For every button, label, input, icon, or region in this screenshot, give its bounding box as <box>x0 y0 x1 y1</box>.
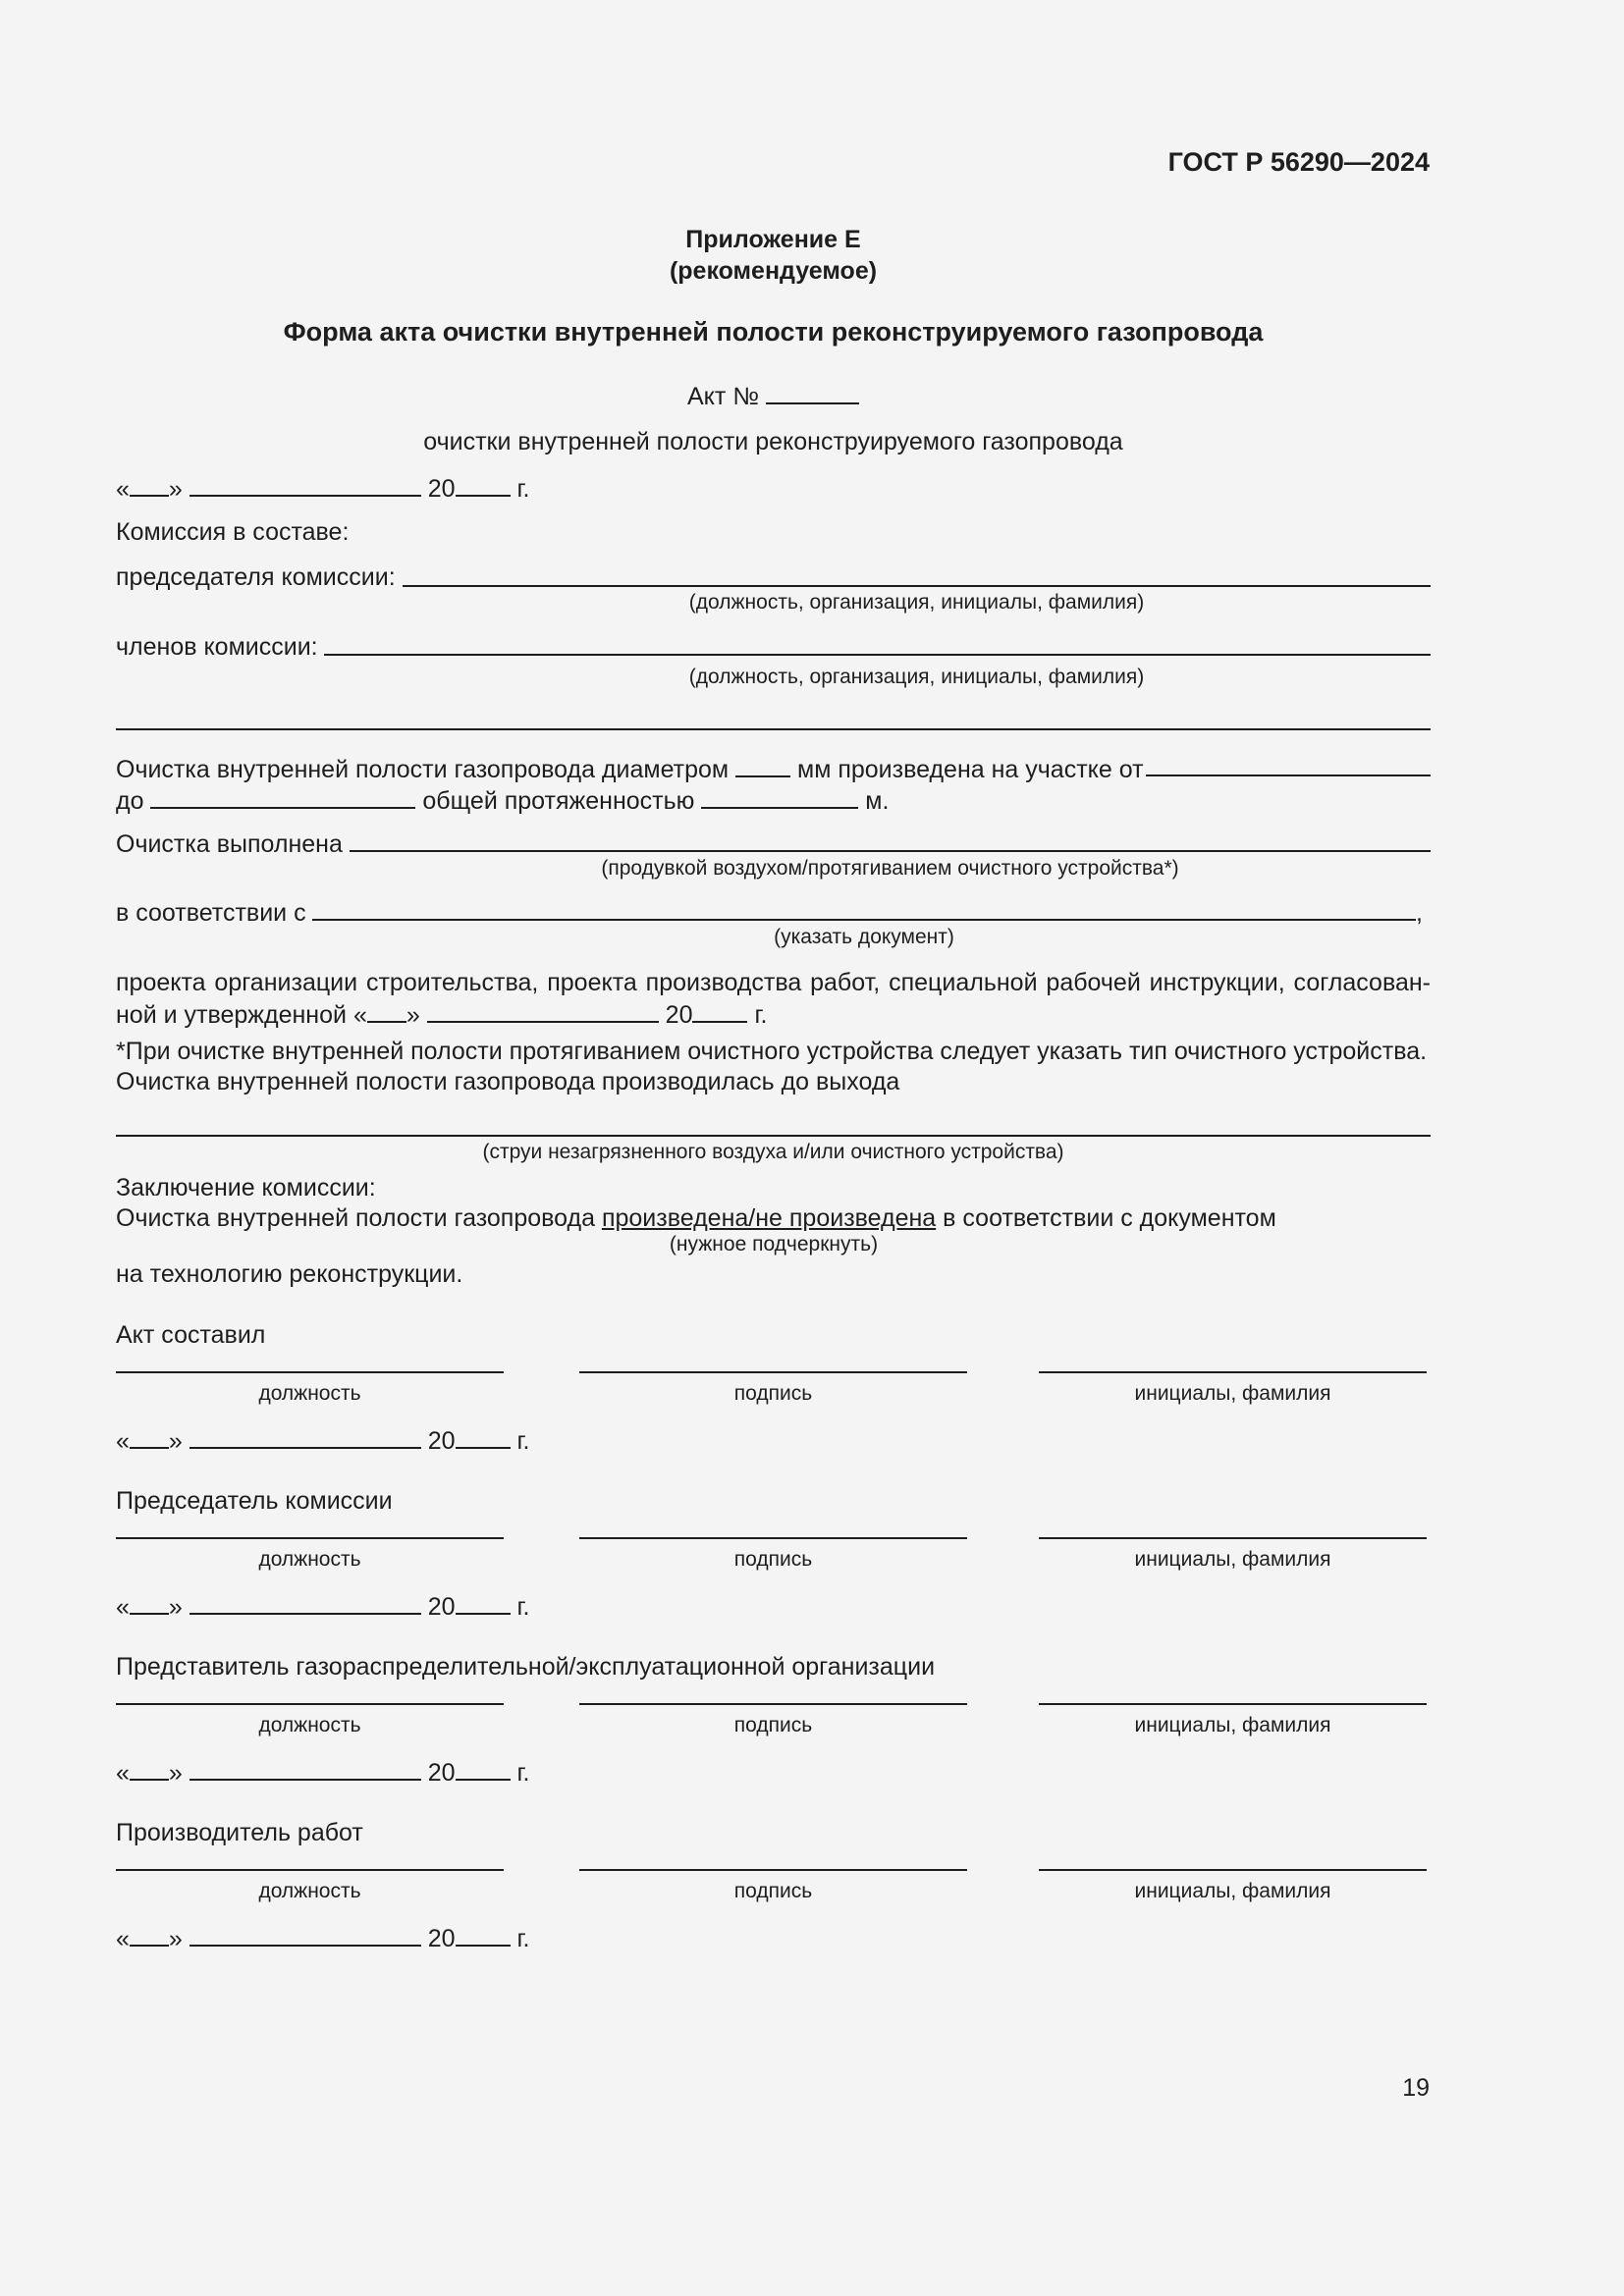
section-from-field[interactable] <box>1146 774 1431 776</box>
chairman-label: председателя комиссии: <box>116 563 396 591</box>
commission-heading: Комиссия в составе: <box>116 518 350 546</box>
conclusion-caption: (нужное подчеркнуть) <box>669 1233 879 1255</box>
date-open-quote: « <box>352 1001 367 1029</box>
date-day-field[interactable] <box>130 1425 169 1449</box>
until-caption: (струи незагрязненного воздуха и/или очистного устройства) <box>482 1141 1064 1163</box>
signature-field[interactable] <box>579 1537 967 1539</box>
date-open-quote: « <box>116 475 130 503</box>
project-line-2 <box>116 999 767 1030</box>
name-caption: инициалы, фамилия <box>1134 1714 1331 1736</box>
signature-role: Производитель работ <box>116 1819 363 1846</box>
date-year-prefix: 20 <box>427 1759 456 1787</box>
date-close-quote: » <box>168 1593 183 1621</box>
position-caption: должность <box>258 1382 361 1405</box>
position-field[interactable] <box>116 1703 504 1705</box>
date-day-field[interactable] <box>367 999 406 1023</box>
date-open-quote: « <box>116 1925 130 1952</box>
date-year-suffix: г. <box>516 475 530 503</box>
standard-number: ГОСТ Р 56290—2024 <box>1167 147 1430 177</box>
position-field[interactable] <box>116 1869 504 1871</box>
date-year-prefix: 20 <box>665 1001 693 1029</box>
approved-label: ной и утвержденной <box>116 1001 347 1029</box>
conclusion-heading: Заключение комиссии: <box>116 1174 376 1201</box>
name-caption: инициалы, фамилия <box>1134 1880 1331 1902</box>
name-field[interactable] <box>1039 1869 1427 1871</box>
appendix-title: Приложение Е <box>685 226 861 253</box>
members-field-extra[interactable] <box>116 728 1431 730</box>
conclusion-choice: произведена/не произведена <box>601 1204 937 1232</box>
signature-date <box>116 1425 530 1456</box>
position-field[interactable] <box>116 1371 504 1373</box>
date-month-field[interactable] <box>189 1591 421 1615</box>
cleaning-line-1 <box>116 754 1144 784</box>
members-caption: (должность, организация, инициалы, фамилия) <box>688 666 1145 688</box>
act-date <box>116 473 530 504</box>
date-close-quote: » <box>406 1001 420 1029</box>
date-year-field[interactable] <box>456 1425 511 1449</box>
length-label: общей протяженностью <box>422 787 695 815</box>
name-caption: инициалы, фамилия <box>1134 1548 1331 1571</box>
date-year-suffix: г. <box>516 1427 530 1455</box>
members-field[interactable] <box>324 654 1431 656</box>
diameter-field[interactable] <box>735 754 790 777</box>
date-month-field[interactable] <box>189 1757 421 1781</box>
date-close-quote: » <box>168 1427 183 1455</box>
date-year-suffix: г. <box>516 1593 530 1621</box>
form-title: Форма акта очистки внутренней полости реконструируемого газопровода <box>283 317 1264 347</box>
date-day-field[interactable] <box>130 1757 169 1781</box>
position-caption: должность <box>258 1714 361 1736</box>
until-label: Очистка внутренней полости газопровода производилась до выхода <box>116 1068 900 1095</box>
date-year-prefix: 20 <box>427 1427 456 1455</box>
position-caption: должность <box>258 1548 361 1571</box>
date-year-suffix: г. <box>516 1759 530 1787</box>
performed-label: Очистка выполнена <box>116 830 343 858</box>
signature-role: Председатель комиссии <box>116 1487 393 1515</box>
date-month-field[interactable] <box>427 999 659 1023</box>
performed-caption: (продувкой воздухом/протягиванием очистного устройства*) <box>601 857 1179 880</box>
conclusion-text-b: в соответствии с документом <box>943 1204 1276 1232</box>
length-field[interactable] <box>701 785 858 809</box>
accordance-caption: (указать документ) <box>774 926 954 948</box>
signature-field[interactable] <box>579 1869 967 1871</box>
name-field[interactable] <box>1039 1371 1427 1373</box>
act-number-line <box>687 381 859 411</box>
date-month-field[interactable] <box>189 1923 421 1947</box>
date-month-field[interactable] <box>189 1425 421 1449</box>
signature-date <box>116 1757 530 1788</box>
signature-caption: подпись <box>733 1382 813 1405</box>
date-day-field[interactable] <box>130 1923 169 1947</box>
name-field[interactable] <box>1039 1703 1427 1705</box>
date-year-prefix: 20 <box>427 1925 456 1952</box>
date-year-field[interactable] <box>456 473 511 497</box>
performed-field[interactable] <box>350 850 1431 852</box>
signature-date <box>116 1923 530 1953</box>
length-unit: м. <box>865 787 890 815</box>
date-close-quote: » <box>168 475 183 503</box>
page-number: 19 <box>1402 2074 1430 2102</box>
accordance-label: в соответствии с <box>116 899 306 927</box>
date-month-field[interactable] <box>189 473 421 497</box>
conclusion-text-a: Очистка внутренней полости газопровода <box>116 1204 595 1232</box>
date-year-field[interactable] <box>692 999 747 1023</box>
date-year-prefix: 20 <box>427 475 456 503</box>
cleaning-section-label: мм произведена на участке от <box>797 756 1144 783</box>
chairman-field[interactable] <box>403 585 1431 587</box>
appendix-status: (рекомендуемое) <box>669 257 878 285</box>
date-year-field[interactable] <box>456 1757 511 1781</box>
act-number-label: Акт № <box>687 383 760 410</box>
accordance-field[interactable] <box>312 919 1416 921</box>
act-subtitle: очистки внутренней полости реконструируемого газопровода <box>423 428 1123 455</box>
members-label: членов комиссии: <box>116 633 318 661</box>
date-day-field[interactable] <box>130 1591 169 1615</box>
footnote: *При очистке внутренней полости протягиванием очистного устройства следует указать тип очистного устройства. <box>116 1038 1428 1065</box>
date-year-field[interactable] <box>456 1591 511 1615</box>
section-to-field[interactable] <box>150 785 415 809</box>
position-caption: должность <box>258 1880 361 1902</box>
name-field[interactable] <box>1039 1537 1427 1539</box>
signature-field[interactable] <box>579 1703 967 1705</box>
date-year-suffix: г. <box>754 1001 768 1029</box>
signature-role: Акт составил <box>116 1321 266 1349</box>
date-day-field[interactable] <box>130 473 169 497</box>
date-open-quote: « <box>116 1427 130 1455</box>
until-field[interactable] <box>116 1135 1431 1137</box>
signature-date <box>116 1591 530 1622</box>
date-open-quote: « <box>116 1759 130 1787</box>
date-close-quote: » <box>168 1925 183 1952</box>
project-line-1: проекта организации строительства, проекта производства работ, специальной рабочей инструкции, согласован- <box>116 969 1431 996</box>
act-number-field[interactable] <box>766 381 859 404</box>
cleaning-line-2 <box>116 785 889 816</box>
date-year-field[interactable] <box>456 1923 511 1947</box>
signature-field[interactable] <box>579 1371 967 1373</box>
conclusion-line-2: на технологию реконструкции. <box>116 1260 463 1288</box>
date-year-suffix: г. <box>516 1925 530 1952</box>
signature-caption: подпись <box>733 1880 813 1902</box>
date-close-quote: » <box>168 1759 183 1787</box>
conclusion-line <box>116 1204 1276 1233</box>
date-year-prefix: 20 <box>427 1593 456 1621</box>
section-to-label: до <box>116 787 144 815</box>
name-caption: инициалы, фамилия <box>1134 1382 1331 1405</box>
position-field[interactable] <box>116 1537 504 1539</box>
signature-caption: подпись <box>733 1714 813 1736</box>
signature-role: Представитель газораспределительной/эксплуатационной организации <box>116 1653 936 1681</box>
date-open-quote: « <box>116 1593 130 1621</box>
chairman-caption: (должность, организация, инициалы, фамилия) <box>688 591 1145 614</box>
signature-caption: подпись <box>733 1548 813 1571</box>
cleaning-diameter-label: Очистка внутренней полости газопровода диаметром <box>116 756 730 783</box>
accordance-comma: , <box>1416 899 1423 927</box>
